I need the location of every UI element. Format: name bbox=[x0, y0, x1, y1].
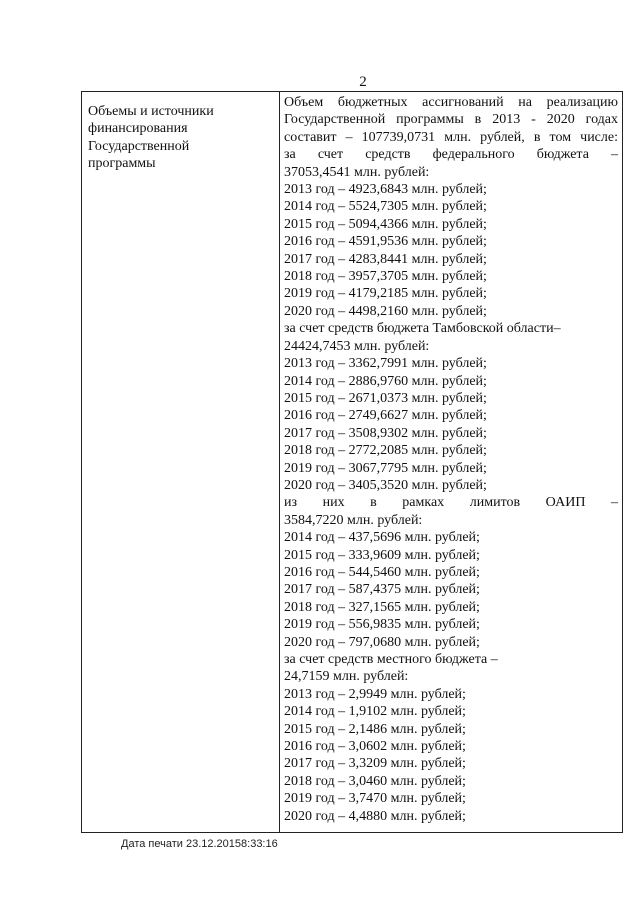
funding-label-line: Государственной bbox=[88, 138, 190, 154]
funding-detail-line: Объем бюджетных ассигнований на реализацию bbox=[284, 95, 618, 110]
page-number: 2 bbox=[359, 74, 367, 90]
funding-detail-line: 2017 год – 587,4375 млн. рублей; bbox=[284, 582, 480, 598]
funding-detail-line: 2019 год – 4179,2185 млн. рублей; bbox=[284, 286, 487, 302]
funding-detail-line: 2014 год – 437,5696 млн. рублей; bbox=[284, 530, 480, 546]
funding-detail-line: 24,7159 млн. рублей: bbox=[284, 669, 409, 685]
table-row bbox=[82, 92, 623, 833]
funding-label-line: программы bbox=[88, 156, 156, 172]
funding-detail-line: из них в рамках лимитов ОАИП – bbox=[284, 495, 618, 511]
funding-detail-line: 2018 год – 3,0460 млн. рублей; bbox=[284, 773, 466, 789]
funding-detail-line: 2020 год – 797,0680 млн. рублей; bbox=[284, 634, 480, 650]
funding-details-text bbox=[280, 92, 622, 832]
funding-detail-line: 2015 год – 2,1486 млн. рублей; bbox=[284, 721, 466, 737]
print-date-footer: Дата печати 23.12.20158:33:16 bbox=[121, 838, 278, 850]
funding-details-cell bbox=[280, 92, 623, 833]
funding-label-text bbox=[82, 92, 279, 173]
funding-detail-line: 2018 год – 2772,2085 млн. рублей; bbox=[284, 443, 487, 459]
funding-detail-line: 2015 год – 2671,0373 млн. рублей; bbox=[284, 390, 487, 406]
funding-detail-line: Государственной программы в 2013 - 2020 годах bbox=[284, 112, 618, 128]
funding-detail-line: 2017 год – 4283,8441 млн. рублей; bbox=[284, 251, 487, 267]
funding-detail-line: 24424,7453 млн. рублей: bbox=[284, 338, 430, 354]
funding-detail-line: 2017 год – 3508,9302 млн. рублей; bbox=[284, 425, 487, 441]
funding-detail-line: 2016 год – 544,5460 млн. рублей; bbox=[284, 564, 480, 580]
funding-detail-line: 2013 год – 2,9949 млн. рублей; bbox=[284, 686, 466, 702]
funding-detail-line: 3584,7220 млн. рублей: bbox=[284, 512, 423, 528]
funding-detail-line: за счет средств бюджета Тамбовской области– bbox=[284, 321, 561, 337]
funding-detail-line: за счет средств федерального бюджета – bbox=[284, 147, 618, 163]
funding-detail-line: за счет средств местного бюджета – bbox=[284, 652, 498, 667]
funding-detail-line: 2016 год – 2749,6627 млн. рублей; bbox=[284, 408, 487, 424]
funding-detail-line: 2014 год – 5524,7305 млн. рублей; bbox=[284, 199, 487, 215]
funding-detail-line: 2013 год – 3362,7991 млн. рублей; bbox=[284, 356, 487, 372]
funding-detail-line: 2016 год – 4591,9536 млн. рублей; bbox=[284, 234, 487, 250]
funding-detail-line: 2019 год – 556,9835 млн. рублей; bbox=[284, 617, 480, 633]
funding-detail-line: 2020 год – 4,4880 млн. рублей; bbox=[284, 808, 466, 824]
funding-label-cell bbox=[82, 92, 280, 833]
funding-detail-line: составит – 107739,0731 млн. рублей, в том числе: bbox=[284, 129, 618, 145]
funding-detail-line: 2018 год – 327,1565 млн. рублей; bbox=[284, 599, 480, 615]
funding-detail-line: 2015 год – 333,9609 млн. рублей; bbox=[284, 547, 480, 563]
funding-detail-line: 2013 год – 4923,6843 млн. рублей; bbox=[284, 182, 487, 198]
funding-label-line: финансирования bbox=[88, 121, 188, 137]
funding-detail-line: 2015 год – 5094,4366 млн. рублей; bbox=[284, 216, 487, 232]
funding-detail-line: 2017 год – 3,3209 млн. рублей; bbox=[284, 756, 466, 772]
funding-detail-line: 2016 год – 3,0602 млн. рублей; bbox=[284, 739, 466, 755]
funding-detail-line: 37053,4541 млн. рублей: bbox=[284, 164, 430, 180]
funding-detail-line: 2019 год – 3067,7795 млн. рублей; bbox=[284, 460, 487, 476]
funding-detail-line: 2018 год – 3957,3705 млн. рублей; bbox=[284, 269, 487, 285]
funding-detail-line: 2014 год – 1,9102 млн. рублей; bbox=[284, 704, 466, 720]
funding-detail-line: 2020 год – 3405,3520 млн. рублей; bbox=[284, 477, 487, 493]
funding-detail-line: 2020 год – 4498,2160 млн. рублей; bbox=[284, 303, 487, 319]
funding-label-line: Объемы и источники bbox=[88, 104, 214, 119]
program-funding-table bbox=[81, 91, 623, 833]
funding-detail-line: 2014 год – 2886,9760 млн. рублей; bbox=[284, 373, 487, 389]
funding-detail-line: 2019 год – 3,7470 млн. рублей; bbox=[284, 791, 466, 807]
